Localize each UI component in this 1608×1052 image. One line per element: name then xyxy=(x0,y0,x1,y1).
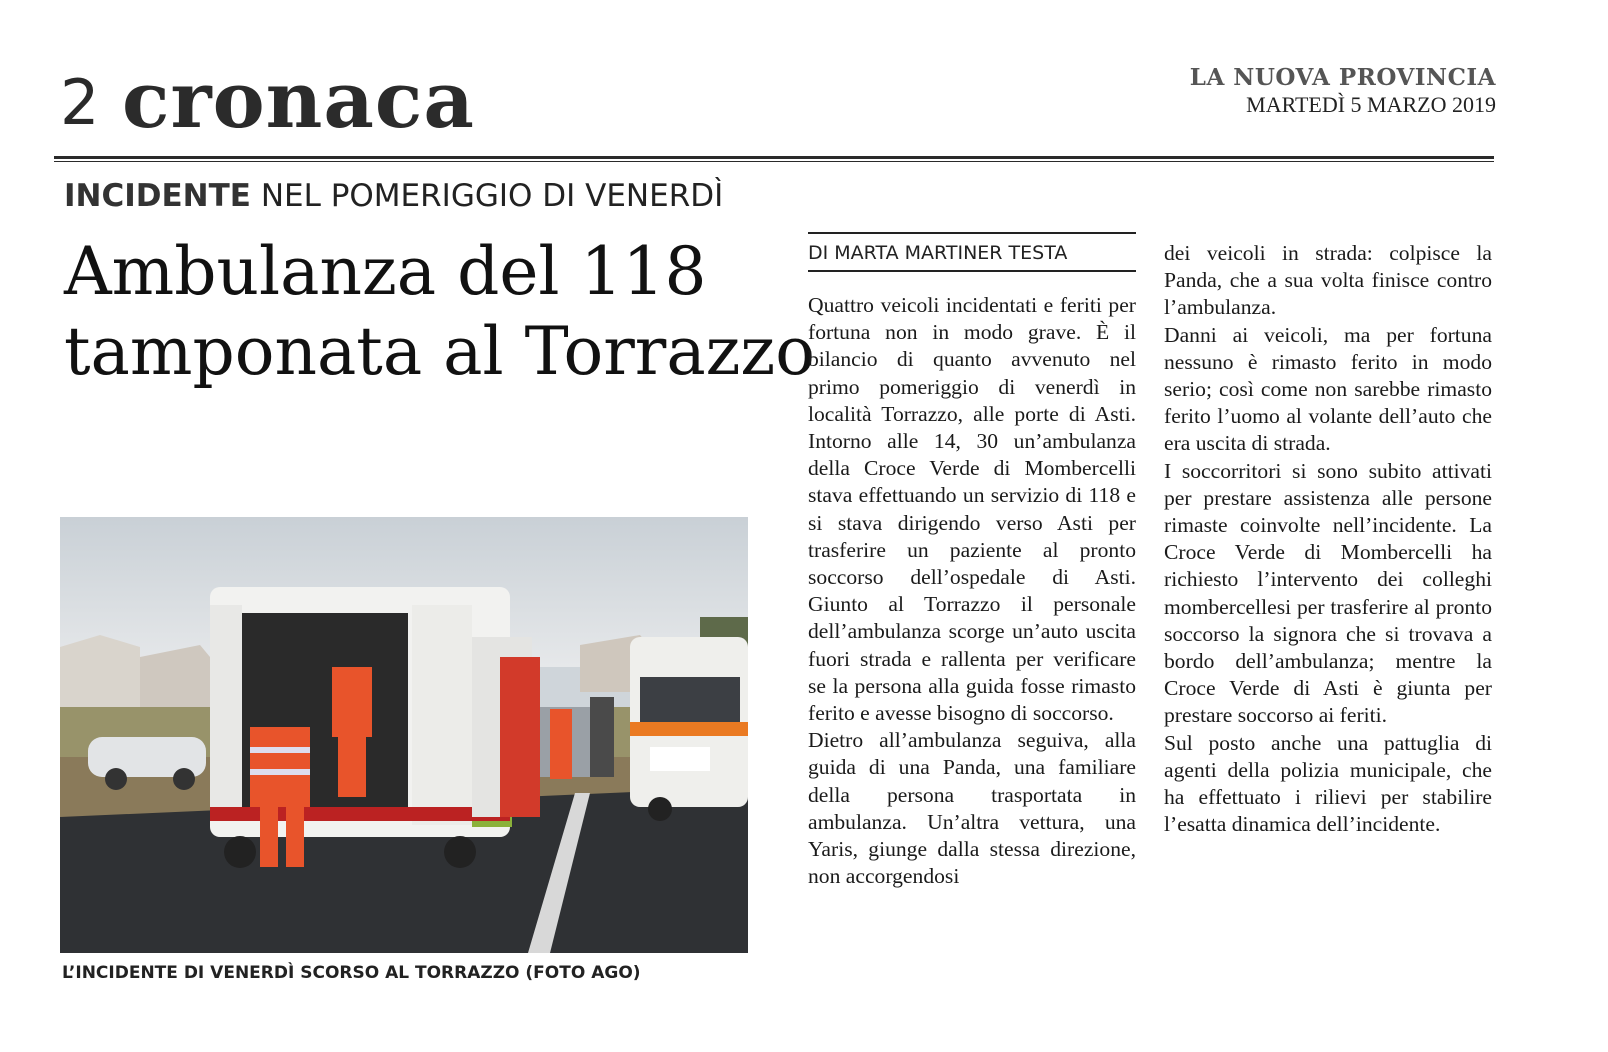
headline-line-1: Ambulanza del 118 xyxy=(64,233,707,310)
section-title: cronaca xyxy=(122,55,475,146)
page-number: 2 xyxy=(60,66,100,139)
paragraph: Quattro veicoli incidentati e feriti per fortuna non in modo grave. È il bilancio di quanto avvenuto nel primo pomeriggio di venerdì in località Torrazzo, alle porte di Asti. Intorno alle 14, 30 un’ambulanza della Croce Verde di Mombercelli stava effettuando un servizio di 118 e si stava dirigendo verso Asti per trasferire un paziente al pronto soccorso dell’ospedale di Asti. Giunto al Torrazzo il personale dell’ambulanza scorge un’auto uscita fuori strada e rallenta per verificare se la persona alla guida fosse rimasto ferito e avesse bisogno di soccorso. xyxy=(808,293,1136,726)
article-column-2 xyxy=(1164,240,1492,838)
byline-rule-bottom xyxy=(808,270,1136,272)
newspaper-masthead: LA NUOVA PROVINCIA xyxy=(1189,64,1496,91)
paragraph: Dietro all’ambulanza seguiva, alla guida di una Panda, una familiare della persona trasportata in ambulanza. Un’altra vettura, una Yaris, giunge dalla stessa direzione, non accorgendosi xyxy=(808,728,1136,889)
paragraph: Danni ai veicoli, ma per fortuna nessuno è rimasto ferito in modo serio; così come non sarebbe rimasto ferito l’uomo al volante dell’auto che era uscita di strada. xyxy=(1164,322,1492,456)
paragraph: dei veicoli in strada: colpisce la Panda, che a sua volta finisce contro l’ambulanza. xyxy=(1164,241,1492,320)
photo-caption: L’INCIDENTE DI VENERDÌ SCORSO AL TORRAZZO (FOTO AGO) xyxy=(62,963,641,983)
article-column-1 xyxy=(808,292,1136,890)
headline-line-2: tamponata al Torrazzo xyxy=(64,313,815,390)
kicker-keyword: INCIDENTE xyxy=(64,178,251,214)
kicker-text: NEL POMERIGGIO DI VENERDÌ xyxy=(260,178,724,214)
article-byline: DI MARTA MARTINER TESTA xyxy=(808,242,1068,264)
accident-photo xyxy=(60,517,748,953)
publication-date: MARTEDÌ 5 MARZO 2019 xyxy=(1246,92,1496,117)
article-headline xyxy=(64,232,815,392)
header-rule-thin xyxy=(54,161,1494,162)
byline-rule-top xyxy=(808,232,1136,234)
header-rule xyxy=(54,156,1494,159)
article-kicker xyxy=(64,178,723,214)
paragraph: I soccorritori si sono subito attivati per prestare assistenza alle persone rimaste coinvolte nell’incidente. La Croce Verde di Mombercelli ha richiesto l’intervento dei colleghi mombercellesi per trasferire al pronto soccorso la signora che si trovava a bordo dell’ambulanza; mentre la Croce Verde di Asti è giunta per prestare soccorso ai feriti. xyxy=(1164,458,1492,728)
paragraph: Sul posto anche una pattuglia di agenti della polizia municipale, che ha effettuato i rilievi per stabilire l’esatta dinamica dell’incidente. xyxy=(1164,730,1492,837)
